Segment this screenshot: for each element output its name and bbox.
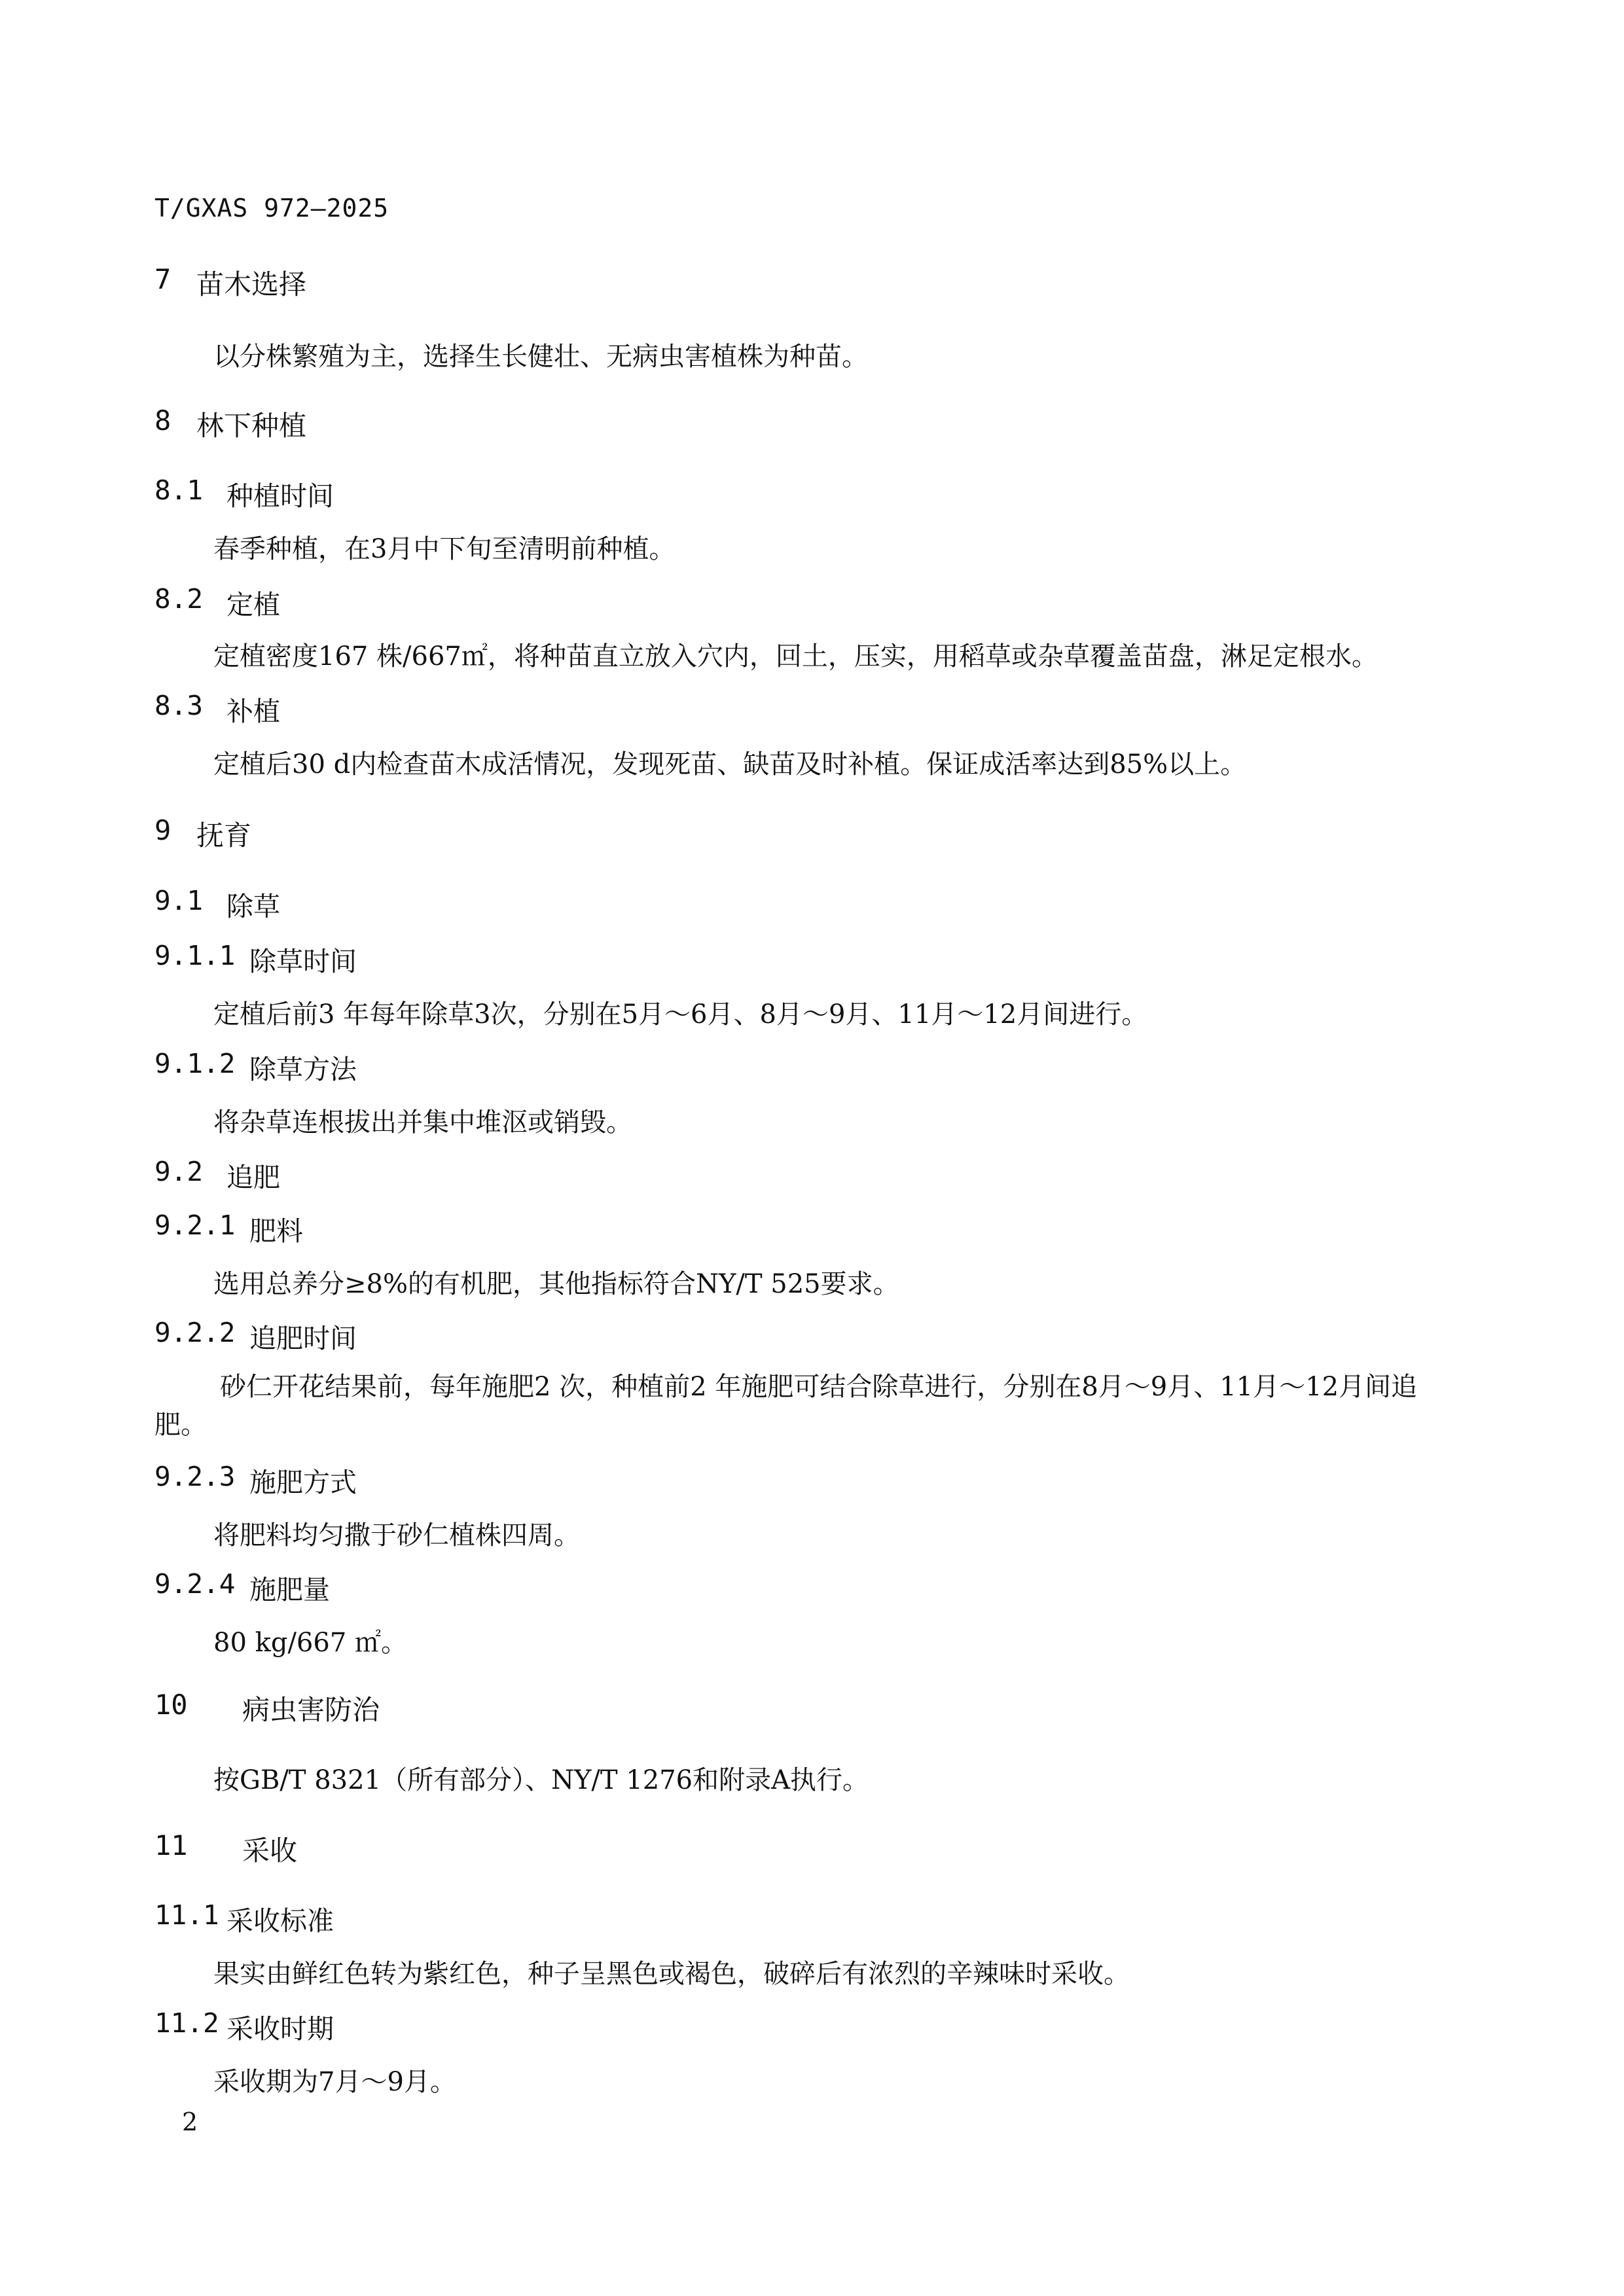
heading-section-10 <box>154 1689 380 1728</box>
page-number: 2 <box>182 2108 198 2136</box>
heading-section-8-2 <box>154 583 280 622</box>
heading-section-8-1 <box>154 475 334 513</box>
section-number: 9.1 <box>154 885 204 916</box>
heading-section-11 <box>154 1829 297 1869</box>
paragraph-8-2: 定植密度167 株/667㎡，将种苗直立放入穴内，回土，压实，用稻草或杂草覆盖苗盘，淋足定根水。 <box>213 641 1378 672</box>
section-title: 种植时间 <box>226 480 334 512</box>
paragraph-11-2: 采收期为7月～9月。 <box>213 2067 456 2097</box>
paragraph-8-1: 春季种植，在3月中下旬至清明前种植。 <box>213 534 676 564</box>
paragraph-9-2-4: 80 kg/667 ㎡。 <box>213 1628 407 1658</box>
heading-section-8 <box>154 404 306 444</box>
paragraph-7: 以分株繁殖为主，选择生长健壮、无病虫害植株为种苗。 <box>213 342 868 372</box>
section-number: 10 <box>154 1689 188 1721</box>
paragraph-10: 按GB/T 8321（所有部分）、NY/T 1276和附录A执行。 <box>213 1765 869 1795</box>
section-number: 9.2.3 <box>154 1461 236 1492</box>
heading-section-7 <box>154 263 306 302</box>
section-number: 8.2 <box>154 583 204 615</box>
heading-section-9-1 <box>154 885 280 924</box>
section-title: 采收时期 <box>226 2013 334 2045</box>
section-number: 9.2.1 <box>154 1210 236 1241</box>
section-title: 追肥时间 <box>249 1323 357 1354</box>
heading-section-9-2 <box>154 1156 280 1194</box>
section-title: 定植 <box>226 589 280 620</box>
standard-code: T/GXAS 972—2025 <box>154 194 389 223</box>
section-title: 采收 <box>242 1835 298 1867</box>
heading-section-9-2-1 <box>154 1210 303 1248</box>
section-title: 抚育 <box>196 819 252 852</box>
heading-section-8-3 <box>154 690 280 728</box>
section-number: 8 <box>154 404 171 437</box>
heading-section-11-2 <box>154 2007 334 2046</box>
heading-section-9-1-1 <box>154 940 357 978</box>
section-number: 11 <box>154 1829 188 1861</box>
heading-section-9-2-4 <box>154 1568 330 1607</box>
section-title: 施肥方式 <box>249 1467 357 1498</box>
heading-section-9-2-2 <box>154 1317 357 1355</box>
section-number: 9.1.1 <box>154 940 236 971</box>
section-title: 除草 <box>226 891 280 922</box>
paragraph-9-1-2: 将杂草连根拔出并集中堆沤或销毁。 <box>213 1107 632 1138</box>
section-number: 8.3 <box>154 690 204 721</box>
paragraph-9-2-3: 将肥料均匀撒于砂仁植株四周。 <box>213 1520 580 1551</box>
section-title: 追肥 <box>226 1162 280 1193</box>
section-number: 8.1 <box>154 475 204 506</box>
section-number: 7 <box>154 263 171 295</box>
section-number: 9.1.2 <box>154 1048 236 1079</box>
section-number: 9.2 <box>154 1156 204 1187</box>
heading-section-9-2-3 <box>154 1461 357 1499</box>
section-title: 除草时间 <box>249 946 357 977</box>
section-title: 补植 <box>226 696 280 727</box>
paragraph-9-1-1: 定植后前3 年每年除草3次，分别在5月～6月、8月～9月、11月～12月间进行。 <box>213 999 1148 1030</box>
heading-section-9-1-2 <box>154 1048 357 1086</box>
section-number: 11.1 <box>154 1899 219 1931</box>
heading-section-11-1 <box>154 1899 334 1938</box>
section-number: 9 <box>154 814 171 846</box>
section-title: 肥料 <box>249 1215 303 1247</box>
paragraph-9-2-2: 砂仁开花结果前，每年施肥2 次，种植前2 年施肥可结合除草进行，分别在8月～9月、11月～12月间追肥。 <box>154 1372 1418 1440</box>
section-title: 病虫害防治 <box>242 1694 380 1726</box>
section-number: 11.2 <box>154 2007 219 2039</box>
paragraph-9-2-1: 选用总养分≥8%的有机肥，其他指标符合NY/T 525要求。 <box>213 1269 899 1299</box>
section-title: 除草方法 <box>249 1054 357 1085</box>
section-number: 9.2.4 <box>154 1568 236 1600</box>
section-title: 采收标准 <box>226 1905 334 1937</box>
heading-section-9 <box>154 814 251 853</box>
paragraph-8-3: 定植后30 d内检查苗木成活情况，发现死苗、缺苗及时补植。保证成活率达到85%以上。 <box>213 749 1247 780</box>
paragraph-11-1: 果实由鲜红色转为紫红色，种子呈黑色或褐色，破碎后有浓烈的辛辣味时采收。 <box>213 1959 1130 1989</box>
section-title: 林下种植 <box>196 410 307 442</box>
section-number: 9.2.2 <box>154 1317 236 1348</box>
section-title: 施肥量 <box>249 1574 330 1605</box>
section-title: 苗木选择 <box>196 268 307 300</box>
